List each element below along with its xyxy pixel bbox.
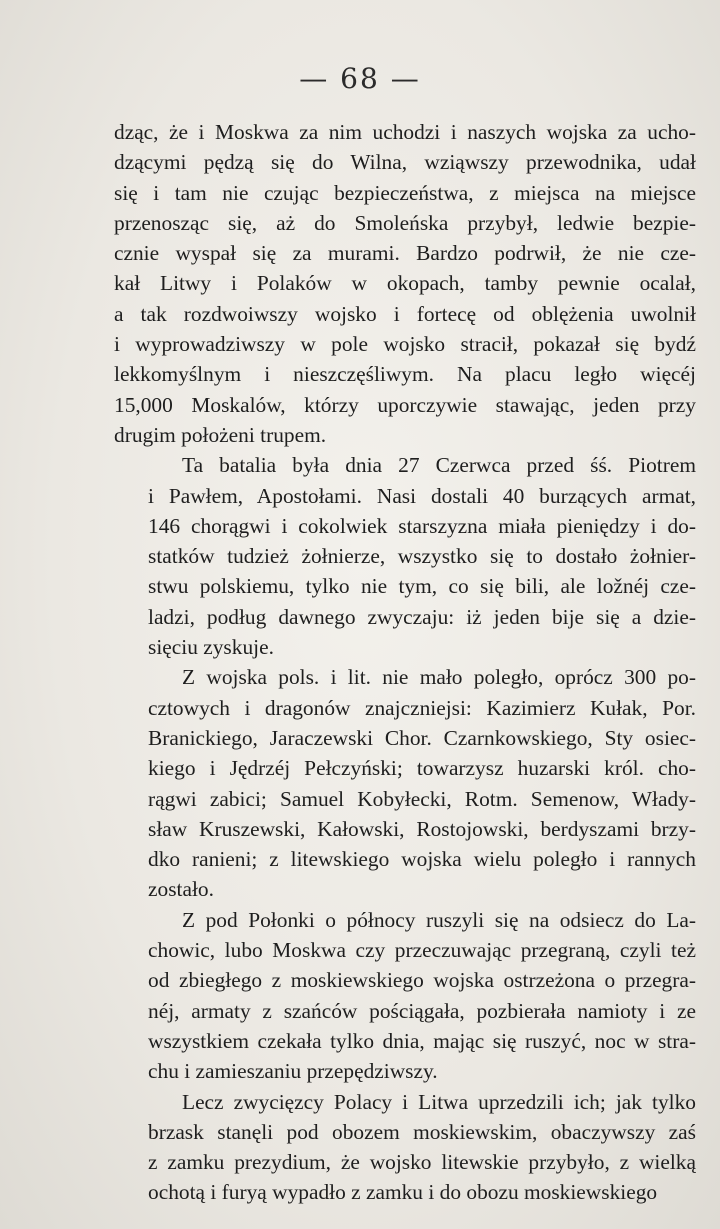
text-line: kał Litwy i Polaków w okopach, tamby pewnie ocalał, [114,271,696,296]
text-line: od zbiegłego z moskiewskiego wojska ostrzeżona o przegra- [148,968,696,993]
text-line: drugim położeni trupem. [114,422,327,447]
text-line: wszystkiem czekała tylko dnia, mając się ruszyć, noc w stra- [148,1028,696,1053]
text-line: stwu polskiemu, tylko nie tym, co się bili, ale ložnéj cze- [148,574,696,599]
text-line: lekkomyślnym i nieszczęśliwym. Na placu legło więcéj [114,362,696,387]
text-line: chu i zamieszaniu przepędziwszy. [148,1059,438,1084]
text-line: dząc, że i Moskwa za nim uchodzi i naszych wojska za ucho- [114,120,696,144]
text-line: dzącymi pędzą się do Wilna, wziąwszy przewodnika, udał [114,150,696,175]
text-line: 146 chorągwi i cokolwiek starszyzna miała pieniędzy i do- [148,513,696,538]
paragraph [114,1087,696,1208]
text-line: Z pod Połonki o północy ruszyli się na odsiecz do La- [182,907,696,932]
text-line: Ta batalia była dnia 27 Czerwca przed śś. Piotrem [182,453,696,478]
paragraph [114,450,696,662]
page-number: — 68 — [299,62,421,95]
text-line: 15,000 Moskalów, którzy uporczywie stawając, jeden przy [114,392,696,417]
text-line: néj, armaty z szańców pościągała, pozbierała namioty i ze [148,998,696,1023]
paragraph [114,117,696,450]
text-line: ladzi, podług dawnego zwyczaju: iż jeden bije się a dzie- [148,604,696,629]
text-line: dko ranieni; z litewskiego wojska wielu poległo i rannych [148,847,696,872]
text-line: się i tam nie czując bezpieczeństwa, z miejsca na miejsce [114,180,696,205]
text-line: cznie wyspał się za murami. Bardzo podrwił, że nie cze- [114,241,696,266]
text-line: Z wojska pols. i lit. nie mało poległo, oprócz 300 po- [182,665,696,690]
paragraph [114,905,696,1087]
text-line: rągwi zabici; Samuel Kobyłecki, Rotm. Semenow, Włady- [148,786,696,811]
text-line: statków tudzież żołnierze, wszystko się to dostało żołnier- [148,544,696,569]
text-line: kiego i Jędrzéj Pełczyński; towarzysz huzarski król. cho- [148,756,696,781]
text-line: i Pawłem, Apostołami. Nasi dostali 40 burzących armat, [148,483,696,508]
text-line: sław Kruszewski, Kałowski, Rostojowski, berdyszami brzy- [148,816,696,841]
body-text [114,117,696,1208]
text-line: zostało. [148,877,214,902]
text-line: ochotą i furyą wypadło z zamku i do obozu moskiewskiego [148,1180,658,1205]
text-line: chowic, lubo Moskwa czy przeczuwając przegraną, czyli też [148,938,696,963]
text-line: sięciu zyskuje. [148,635,274,660]
text-line: z zamku prezydium, że wojsko litewskie przybyło, z wielką [148,1150,696,1175]
text-line: brzask stanęli pod obozem moskiewskim, obaczywszy zaś [148,1119,696,1144]
text-line: i wyprowadziwszy w pole wojsko stracił, pokazał się bydź [114,332,696,357]
text-line: Branickiego, Jaraczewski Chor. Czarnkowskiego, Sty osiec- [148,725,696,750]
text-line: Lecz zwycięzcy Polacy i Litwa uprzedzili ich; jak tylko [182,1089,696,1114]
text-line: przenosząc się, aż do Smoleńska przybył, ledwie bezpie- [114,210,696,235]
text-line: a tak rozdwoiwszy wojsko i fortecę od oblężenia uwolnił [114,301,696,326]
paragraph [114,662,696,904]
text-line: cztowych i dragonów znajczniejsi: Kazimierz Kułak, Por. [148,695,696,720]
